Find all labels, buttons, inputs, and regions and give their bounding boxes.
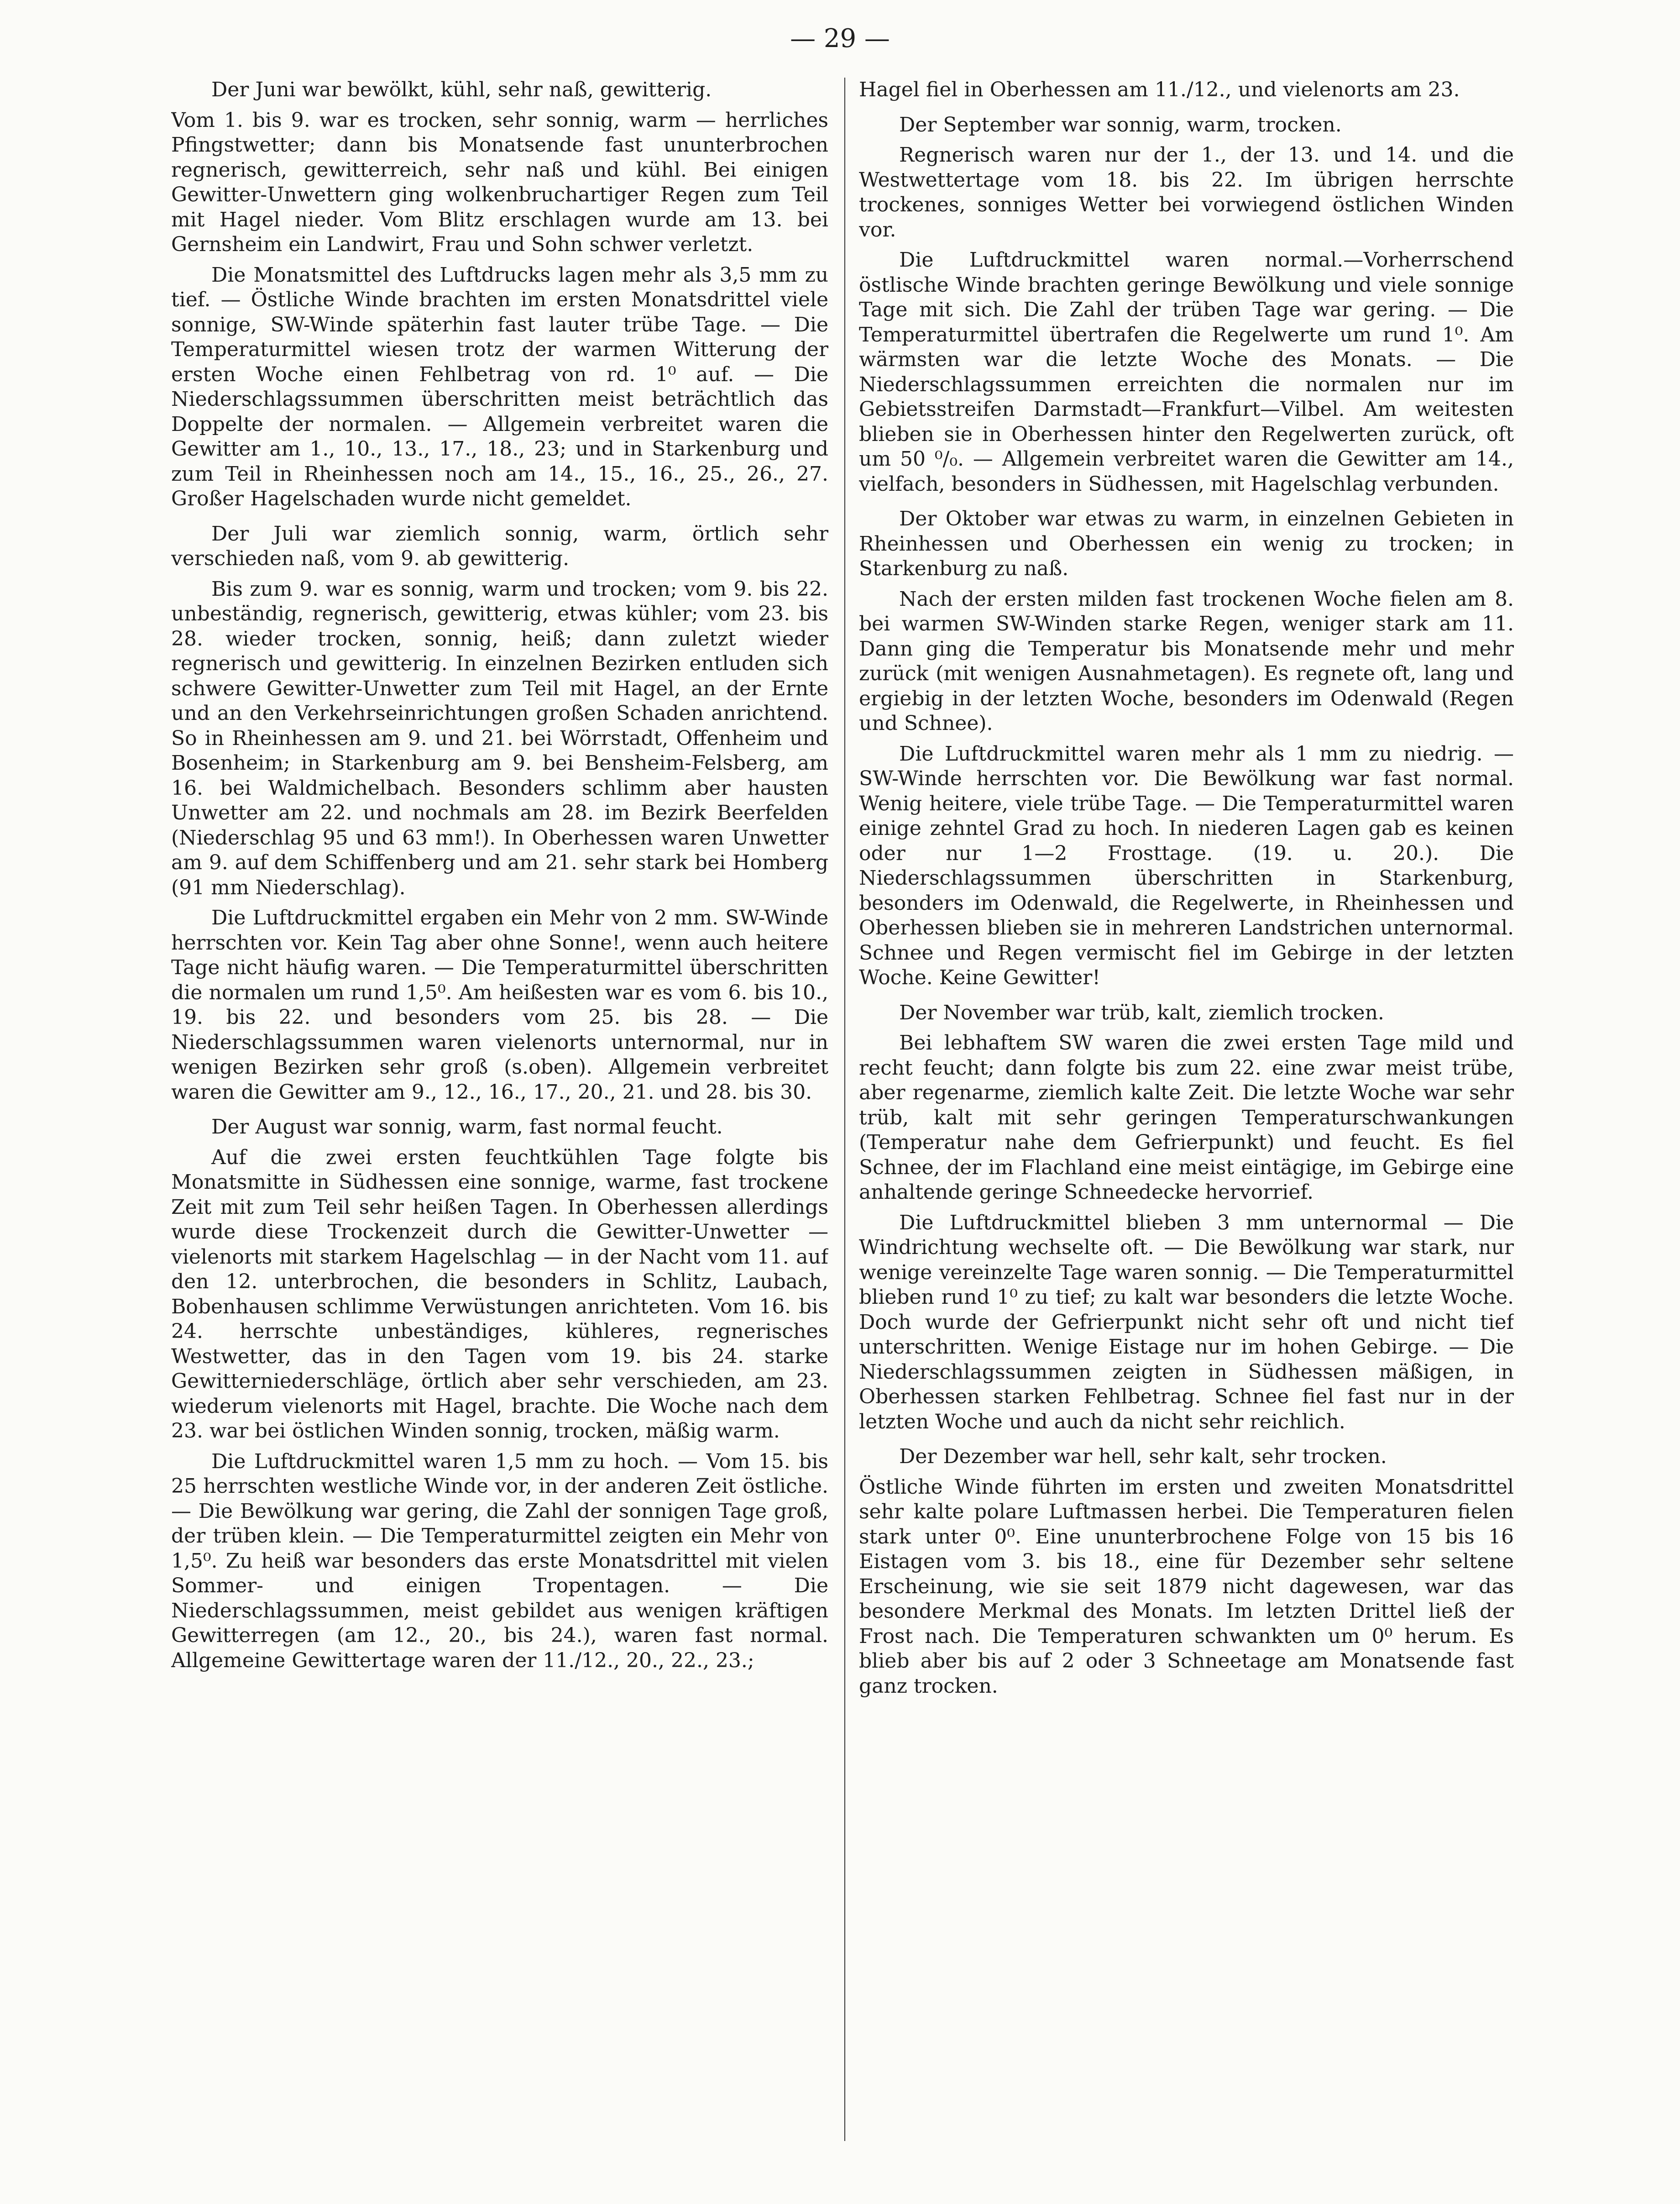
paragraph: Bis zum 9. war es sonnig, warm und trocken; vom 9. bis 22. unbeständig, regnerisch, gewitterig, etwas kühler; vom 23. bis 28. wieder trocken, sonnig, heiß; dann zuletzt wieder regnerisch und gewitterig. In einzelnen Bezirken entluden sich schwere Gewitter-Unwetter zum Teil mit Hagel, an der Ernte und an den Verkehrseinrichtungen großen Schaden anrichtend. So in Rheinhessen am 9. und 21. bei Wörrstadt, Offenheim und Bosenheim; in Starkenburg am 9. bei Bensheim-Felsberg, am 16. bei Waldmichelbach. Besonders schlimm aber hausten Unwetter am 22. und nochmals am 28. im Bezirk Beerfelden (Niederschlag 95 und 63 mm!). In Oberhessen waren Unwetter am 9. auf dem Schiffenberg und am 21. sehr stark bei Homberg (91 mm Niederschlag). — [171, 577, 828, 899]
paragraph: Die Luftdruckmittel blieben 3 mm unternormal — Die Windrichtung wechselte oft. — Die Bewölkung war stark, nur wenige vereinzelte Tage waren sonnig. — Die Temperaturmittel blieben rund 1⁰ zu tief; zu kalt war besonders die letzte Woche. Doch wurde der Gefrierpunkt nicht sehr oft und nicht tief unterschritten. Wenige Eistage nur im hohen Gebirge. — Die Niederschlagssummen zeigten in Südhessen mäßigen, in Oberhessen starken Fehlbetrag. Schnee fiel fast nur in der letzten Woche und auch da nicht sehr reichlich. — [859, 1211, 1514, 1433]
column-divider — [844, 78, 845, 2141]
page-number: — 29 — — [790, 24, 890, 53]
paragraph: Der August war sonnig, warm, fast normal feucht. — [211, 1115, 723, 1139]
paragraph: Bei lebhaftem SW waren die zwei ersten Tage mild und recht feucht; dann folgte bis zum 22. eine zwar meist trübe, aber regenarme, ziemlich kalte Zeit. Die letzte Woche war sehr trüb, kalt mit sehr geringen Temperaturschwankungen (Temperatur nahe dem Gefrierpunkt) und feucht. Es fiel Schnee, der im Flachland eine meist eintägige, im Gebirge eine anhaltende geringe Schneedecke hervorrief. — [859, 1031, 1514, 1204]
left-column — [171, 78, 828, 2141]
paragraph: Die Luftdruckmittel ergaben ein Mehr von 2 mm. SW-Winde herrschten vor. Kein Tag aber ohne Sonne!, wenn auch heitere Tage nicht häufig waren. — Die Temperaturmittel überschritten die normalen um rund 1,5⁰. Am heißesten war es vom 6. bis 10., 19. bis 22. und besonders vom 25. bis 28. — Die Niederschlagssummen waren vielenorts unternormal, nur in wenigen Bezirken sehr groß (s.oben). Allgemein verbreitet waren die Gewitter am 9., 12., 16., 17., 20., 21. und 28. bis 30. — [171, 906, 828, 1104]
paragraph: Auf die zwei ersten feuchtkühlen Tage folgte bis Monatsmitte in Südhessen eine sonnige, warme, fast trockene Zeit mit zum Teil sehr heißen Tagen. In Oberhessen allerdings wurde diese Trockenzeit durch die Gewitter-Unwetter — vielenorts mit starkem Hagelschlag — in der Nacht vom 11. auf den 12. unterbrochen, die besonders in Schlitz, Laubach, Bobenhausen schlimme Verwüstungen anrichteten. Vom 16. bis 24. herrschte unbeständiges, kühleres, regnerisches Westwetter, das in den Tagen vom 19. bis 24. starke Gewitterniederschläge, örtlich aber sehr verschieden, am 23. wiederum vielenorts mit Hagel, brachte. Die Woche nach dem 23. war bei östlichen Winden sonnig, trocken, mäßig warm. — [171, 1145, 828, 1443]
paragraph: Hagel fiel in Oberhessen am 11./12., und vielenorts am 23. — [859, 78, 1460, 101]
paragraph: Die Monatsmittel des Luftdrucks lagen mehr als 3,5 mm zu tief. — Östliche Winde brachten im ersten Monatsdrittel viele sonnige, SW-Winde späterhin fast lauter trübe Tage. — Die Temperaturmittel wiesen trotz der warmen Witterung der ersten Woche einen Fehlbetrag von rd. 1⁰ auf. — Die Niederschlagssummen überschritten meist beträchtlich das Doppelte der normalen. — Allgemein verbreitet waren die Gewitter am 1., 10., 13., 17., 18., 23; und in Starkenburg und zum Teil in Rheinhessen noch am 14., 15., 16., 25., 26., 27. Großer Hagelschaden wurde nicht gemeldet. — [171, 263, 828, 510]
paragraph: Der Juni war bewölkt, kühl, sehr naß, gewitterig. — [211, 78, 712, 101]
paragraph: Der September war sonnig, warm, trocken. — [899, 113, 1342, 136]
right-column — [859, 78, 1514, 2141]
paragraph: Der Juli war ziemlich sonnig, warm, örtlich sehr verschieden naß, vom 9. ab gewitterig. — [171, 522, 828, 570]
paragraph: Die Luftdruckmittel waren normal.—Vorherrschend östlische Winde brachten geringe Bewölkung und viele sonnige Tage mit sich. Die Zahl der trüben Tage war gering. — Die Temperaturmittel übertrafen die Regelwerte um rund 1⁰. Am wärmsten war die letzte Woche des Monats. — Die Niederschlagssummen erreichten die normalen nur im Gebietsstreifen Darmstadt—Frankfurt—Vilbel. Am weitesten blieben sie in Oberhessen hinter den Regelwerten zurück, oft um 50 ⁰/₀. — Allgemein verbreitet waren die Gewitter am 14., vielfach, besonders in Südhessen, mit Hagelschlag verbunden. — [859, 248, 1514, 496]
paragraph: Der Oktober war etwas zu warm, in einzelnen Gebieten in Rheinhessen und Oberhessen ein wenig zu trocken; in Starkenburg zu naß. — [859, 507, 1514, 580]
paragraph: Östliche Winde führten im ersten und zweiten Monatsdrittel sehr kalte polare Luftmassen herbei. Die Temperaturen fielen stark unter 0⁰. Eine ununterbrochene Folge von 15 bis 16 Eistagen vom 3. bis 18., eine für Dezember sehr seltene Erscheinung, wie sie seit 1879 nicht dagewesen, war das besondere Merkmal des Monats. Im letzten Drittel ließ der Frost nach. Die Temperaturen schwankten um 0⁰ herum. Es blieb aber bis auf 2 oder 3 Schneetage am Monatsende fast ganz trocken. — [859, 1475, 1514, 1698]
paragraph: Der November war trüb, kalt, ziemlich trocken. — [899, 1001, 1384, 1024]
paragraph: Die Luftdruckmittel waren mehr als 1 mm zu niedrig. — SW-Winde herrschten vor. Die Bewölkung war fast normal. Wenig heitere, viele trübe Tage. — Die Temperaturmittel waren einige zehntel Grad zu hoch. In niederen Lagen gab es keinen oder nur 1—2 Frosttage. (19. u. 20.). Die Niederschlagssummen überschritten in Starkenburg, besonders im Odenwald, die Regelwerte, in Rheinhessen und Oberhessen blieben sie in mehreren Landstrichen unternormal. Schnee und Regen vermischt fiel im Gebirge in der letzten Woche. Keine Gewitter! — [859, 742, 1514, 989]
paragraph: Der Dezember war hell, sehr kalt, sehr trocken. — [899, 1445, 1387, 1468]
paragraph: Vom 1. bis 9. war es trocken, sehr sonnig, warm — herrliches Pfingstwetter; dann bis Monatsende fast ununterbrochen regnerisch, gewitterreich, sehr naß und kühl. Bei einigen Gewitter-Unwettern ging wolkenbruchartiger Regen zum Teil mit Hagel nieder. Vom Blitz erschlagen wurde am 13. bei Gernsheim ein Landwirt, Frau und Sohn schwer verletzt. — [171, 108, 828, 256]
paragraph: Nach der ersten milden fast trockenen Woche fielen am 8. bei warmen SW-Winden starke Regen, weniger stark am 11. Dann ging die Temperatur bis Monatsende mehr und mehr zurück (mit wenigen Ausnahmetagen). Es regnete oft, lang und ergiebig in der letzten Woche, besonders im Odenwald (Regen und Schnee). — [859, 587, 1514, 735]
paragraph: Regnerisch waren nur der 1., der 13. und 14. und die Westwettertage vom 18. bis 22. Im übrigen herrschte trockenes, sonniges Wetter bei vorwiegend östlichen Winden vor. — [859, 143, 1514, 241]
paragraph: Die Luftdruckmittel waren 1,5 mm zu hoch. — Vom 15. bis 25 herrschten westliche Winde vor, in der anderen Zeit östliche. — Die Bewölkung war gering, die Zahl der sonnigen Tage groß, der trüben klein. — Die Temperaturmittel zeigten ein Mehr von 1,5⁰. Zu heiß war besonders das erste Monatsdrittel mit vielen Sommer- und einigen Tropentagen. — Die Niederschlagssummen, meist gebildet aus wenigen kräftigen Gewitterregen (am 12., 20., bis 24.), waren fast normal. Allgemeine Gewittertage waren der 11./12., 20., 22., 23.; — [171, 1449, 828, 1672]
